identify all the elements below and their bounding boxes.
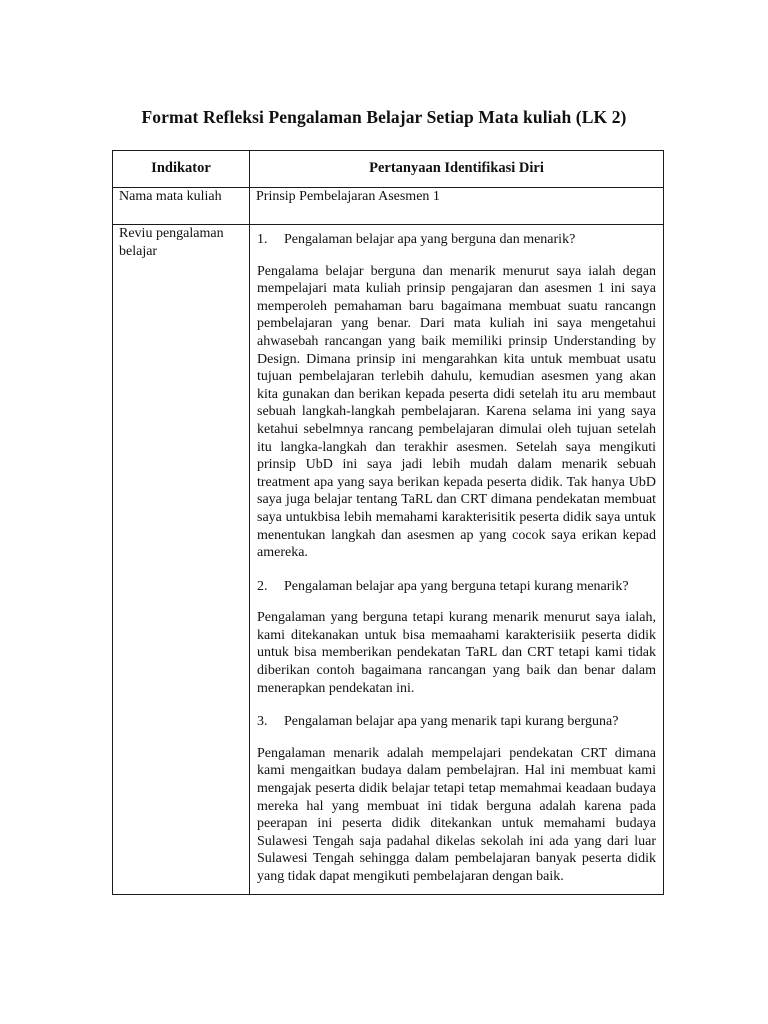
reflection-table bbox=[112, 150, 664, 895]
question-2 bbox=[257, 578, 656, 596]
question-3 bbox=[257, 713, 656, 731]
review-row bbox=[113, 225, 664, 895]
question-1-text: Pengalaman belajar apa yang berguna dan menarik? bbox=[284, 232, 576, 247]
question-3-text: Pengalaman belajar apa yang menarik tapi kurang berguna? bbox=[284, 714, 619, 730]
table-header-row bbox=[113, 151, 664, 188]
course-value: Prinsip Pembelajaran Asesmen 1 bbox=[250, 188, 664, 225]
review-label: Reviu pengalaman belajar bbox=[113, 225, 250, 895]
course-row bbox=[113, 188, 664, 225]
answer-2: Pengalaman yang berguna tetapi kurang menarik menurut saya ialah, kami ditekanakan untuk bisa memaahami karakterisiik peserta didik untuk bisa memberikan pendekatan TaRL dan CRT tetapi kami tidak diberikan contoh bagaimana rancangan yang baik dan benar dalam menerapkan pendekatan ini. bbox=[257, 610, 656, 696]
question-1 bbox=[257, 231, 656, 249]
answer-3: Pengalaman menarik adalah mempelajari pendekatan CRT dimana kami mengaitkan budaya dalam pembelajran. Hal ini membuat kami mengajak peserta didik belajar tetapi tetap memahmai keadaan budaya mereka hal yang membuat ini tidak berguna adalah karena pada peerapan ini peserta didik ditekankan untuk memahami budaya Sulawesi Tengah saja padahal dikelas sekolah ini ada yang dari luar Sulawesi Tengah sehingga dalam pembelajaran banyak peserta didik yang tidak dapat mengikuti pembelajaran dengan baik. bbox=[257, 745, 656, 884]
header-indikator: Indikator bbox=[113, 151, 250, 188]
question-3-number: 3. bbox=[257, 714, 268, 730]
question-2-text: Pengalaman belajar apa yang berguna tetapi kurang menarik? bbox=[284, 578, 629, 594]
question-2-number: 2. bbox=[257, 578, 268, 594]
header-pertanyaan: Pertanyaan Identifikasi Diri bbox=[250, 151, 664, 188]
course-label: Nama mata kuliah bbox=[113, 188, 250, 225]
answer-1: Pengalama belajar berguna dan menarik menurut saya ialah degan mempelajari mata kuliah prinsip pengajaran dan asesmen 1 ini saya memperoleh pemahaman baru bagaimana membuat suatu rancangn pembelajaran yang benar. Dari mata kuliah ini saya mengetahui ahwasebah rancangan yang baik memiliki prinsip Understanding by Design. Dimana prinsip ini mengarahkan kita untuk membuat usatu tujuan pembelajaran terlebih dahulu, kemudian asesmen yang akan kita gunakan dan berikan kepada peserta didi setelah itu aru membaut sebuah langkah-langkah pembelajaran. Karena selama ini yang saya ketahui sebelmnya rancang pembelajaran dimulai oleh tujuan setelah itu langka-langkah dan terakhir asesmen. Setelah saya mengikuti prinsip UbD ini saya jadi lebih mudah dalam menarik sebuah treatment apa yang saya berikan kepada peserta didik. Tak hanya UbD saya juga belajar tentang TaRL dan CRT dimana pendekatan membuat saya untukbisa lebih memahami karakterisitik peserta didik saya untuk menentukan langkah dan asesmen ap yang cocok saya erikan kepad amereka. bbox=[257, 263, 656, 561]
review-content bbox=[250, 225, 664, 895]
document-title: Format Refleksi Pengalaman Belajar Setiap Mata kuliah (LK 2) bbox=[141, 107, 627, 127]
question-1-number: 1. bbox=[257, 232, 268, 247]
